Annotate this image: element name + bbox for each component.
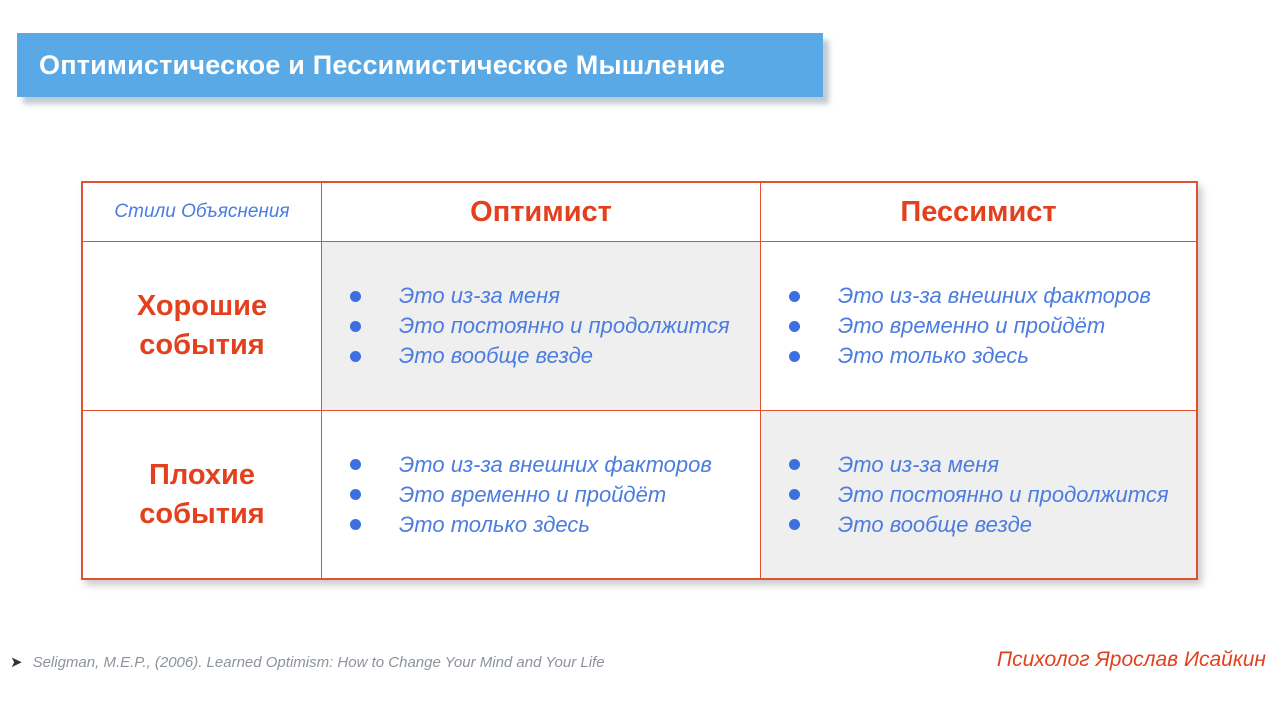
citation-text: Seligman, M.E.P., (2006). Learned Optimism: How to Change Your Mind and Your Life	[32, 653, 605, 671]
column-header-optimist-label: Оптимист	[470, 195, 612, 228]
bullet-icon	[350, 459, 361, 470]
table-corner-cell	[83, 183, 322, 242]
comparison-table	[81, 181, 1198, 580]
row-label-good-events	[83, 242, 322, 411]
list-item: Это вообще везде	[761, 510, 1196, 540]
column-header-pessimist-label: Пессимист	[900, 195, 1057, 228]
bullet-icon	[350, 291, 361, 302]
good-events-optimist-cell	[322, 242, 761, 411]
arrow-bullet-icon: ➤	[10, 654, 23, 671]
row-label-bad-events-text: Плохие события	[139, 458, 265, 530]
bullet-icon	[350, 519, 361, 530]
bullet-icon	[789, 351, 800, 362]
list-item: Это вообще везде	[322, 341, 760, 371]
row-label-bad-events	[83, 411, 322, 578]
bad-events-pessimist-cell	[761, 411, 1196, 578]
bullet-icon	[789, 321, 800, 332]
bullet-icon	[350, 321, 361, 332]
citation	[10, 653, 605, 671]
list-item: Это только здесь	[761, 341, 1196, 371]
list-item: Это временно и пройдёт	[322, 480, 760, 510]
bullet-icon	[789, 489, 800, 500]
list-item: Это из-за меня	[761, 450, 1196, 480]
list-item: Это временно и пройдёт	[761, 311, 1196, 341]
row-label-good-events-text: Хорошие события	[136, 290, 268, 361]
bad-events-optimist-cell	[322, 411, 761, 578]
corner-label: Стили Объяснения	[114, 201, 290, 222]
column-header-pessimist	[761, 183, 1196, 242]
author-credit: Психолог Ярослав Исайкин	[996, 648, 1266, 671]
bullet-icon	[789, 519, 800, 530]
bullet-icon	[350, 489, 361, 500]
good-events-pessimist-cell	[761, 242, 1196, 411]
bullet-icon	[789, 459, 800, 470]
slide-title: Оптимистическое и Пессимистическое Мышление	[39, 49, 726, 80]
title-bar	[17, 33, 823, 97]
list-item: Это постоянно и продолжится	[322, 311, 760, 341]
list-item: Это из-за меня	[322, 281, 760, 311]
list-item: Это только здесь	[322, 510, 760, 540]
bullet-icon	[789, 291, 800, 302]
bullet-icon	[350, 351, 361, 362]
list-item: Это из-за внешних факторов	[761, 281, 1196, 311]
list-item: Это из-за внешних факторов	[322, 450, 760, 480]
list-item: Это постоянно и продолжится	[761, 480, 1196, 510]
column-header-optimist	[322, 183, 761, 242]
